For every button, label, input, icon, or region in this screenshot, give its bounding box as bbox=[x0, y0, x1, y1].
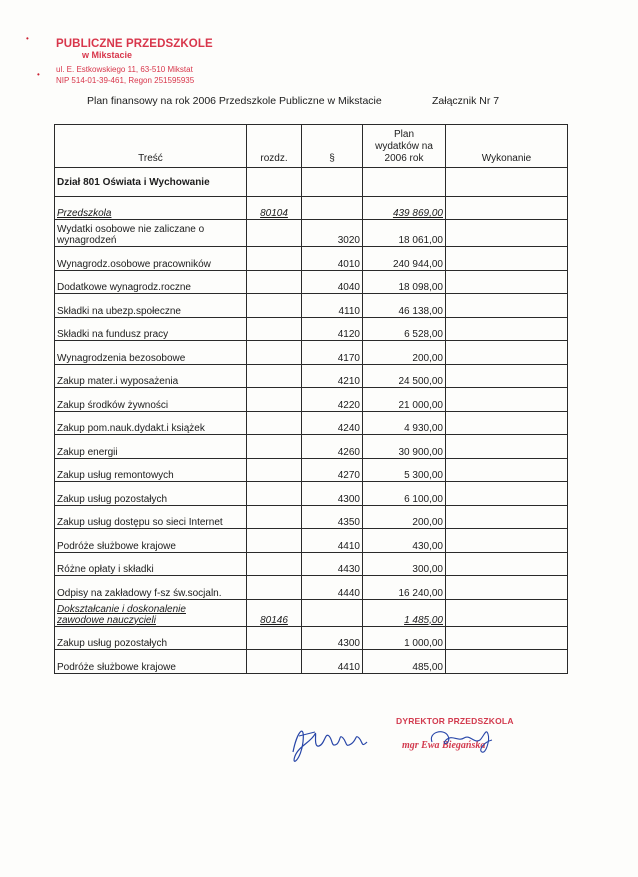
section-row bbox=[55, 168, 568, 197]
row-plan: 46 138,00 bbox=[363, 294, 446, 318]
row-plan: 18 098,00 bbox=[363, 270, 446, 294]
row-label: Odpisy na zakładowy f-sz św.socjaln. bbox=[55, 576, 247, 600]
subsection-row bbox=[55, 197, 568, 220]
header-paragraph: § bbox=[302, 125, 363, 168]
row-label: Podróże służbowe krajowe bbox=[55, 650, 247, 674]
row-label: Wynagrodzenia bezosobowe bbox=[55, 341, 247, 365]
row-plan: 300,00 bbox=[363, 552, 446, 576]
header-plan-line-1: Plan bbox=[393, 129, 414, 140]
subsection-row bbox=[55, 599, 568, 626]
table-row bbox=[55, 388, 568, 412]
row-plan: 430,00 bbox=[363, 529, 446, 553]
header-tresc: Treść bbox=[55, 125, 247, 168]
stamp-dot: • bbox=[37, 70, 40, 79]
subsection-rozdz: 80146 bbox=[247, 599, 302, 626]
table-header-row bbox=[55, 125, 568, 168]
header-plan-line-2: wydatków na bbox=[375, 141, 433, 152]
subsection-plan: 1 485,00 bbox=[363, 599, 446, 626]
row-label: Składki na fundusz pracy bbox=[55, 317, 247, 341]
table-row bbox=[55, 270, 568, 294]
row-paragraph: 4120 bbox=[302, 317, 363, 341]
row-label: Składki na ubezp.społeczne bbox=[55, 294, 247, 318]
table-row bbox=[55, 220, 568, 247]
subsection-label-line-2: zawodowe nauczycieli bbox=[57, 614, 156, 626]
row-plan: 6 528,00 bbox=[363, 317, 446, 341]
table-row bbox=[55, 458, 568, 482]
row-label: Zakup usług pozostałych bbox=[55, 482, 247, 506]
row-label: Zakup mater.i wyposażenia bbox=[55, 364, 247, 388]
row-label: Zakup pom.nauk.dydakt.i książek bbox=[55, 411, 247, 435]
row-label: Zakup środków żywności bbox=[55, 388, 247, 412]
table-row bbox=[55, 576, 568, 600]
row-paragraph: 4410 bbox=[302, 650, 363, 674]
table-row bbox=[55, 650, 568, 674]
header-plan-line-3: 2006 rok bbox=[384, 153, 424, 164]
row-paragraph: 4300 bbox=[302, 482, 363, 506]
row-plan: 200,00 bbox=[363, 341, 446, 365]
header-plan bbox=[363, 125, 446, 168]
row-paragraph: 4010 bbox=[302, 247, 363, 271]
row-paragraph: 4110 bbox=[302, 294, 363, 318]
director-name: mgr Ewa Biegańska bbox=[402, 740, 486, 751]
table-row bbox=[55, 364, 568, 388]
row-paragraph: 4260 bbox=[302, 435, 363, 459]
attachment-number: Załącznik Nr 7 bbox=[432, 95, 500, 107]
row-label: Podróże służbowe krajowe bbox=[55, 529, 247, 553]
row-paragraph: 4040 bbox=[302, 270, 363, 294]
row-paragraph: 4210 bbox=[302, 364, 363, 388]
row-paragraph: 4220 bbox=[302, 388, 363, 412]
row-paragraph: 4300 bbox=[302, 626, 363, 650]
row-plan: 21 000,00 bbox=[363, 388, 446, 412]
table-row bbox=[55, 411, 568, 435]
row-label: Różne opłaty i składki bbox=[55, 552, 247, 576]
stamp-line-3: ul. E. Estkowskiego 11, 63-510 Mikstat bbox=[56, 65, 193, 74]
row-plan: 30 900,00 bbox=[363, 435, 446, 459]
table-row bbox=[55, 317, 568, 341]
document-title: Plan finansowy na rok 2006 Przedszkole Publiczne w Mikstacie bbox=[87, 95, 382, 107]
row-label: Wynagrodz.osobowe pracowników bbox=[55, 247, 247, 271]
row-paragraph: 4350 bbox=[302, 505, 363, 529]
table-row bbox=[55, 294, 568, 318]
row-paragraph: 3020 bbox=[302, 220, 363, 247]
row-paragraph: 4240 bbox=[302, 411, 363, 435]
director-stamp bbox=[396, 716, 514, 751]
row-label: Zakup energii bbox=[55, 435, 247, 459]
table-row bbox=[55, 482, 568, 506]
financial-plan-table bbox=[54, 124, 568, 674]
stamp-line-2: w Mikstacie bbox=[82, 50, 133, 60]
row-plan: 5 300,00 bbox=[363, 458, 446, 482]
row-plan: 1 000,00 bbox=[363, 626, 446, 650]
table-row bbox=[55, 247, 568, 271]
row-paragraph: 4440 bbox=[302, 576, 363, 600]
row-label-line-2: wynagrodzeń bbox=[57, 235, 117, 246]
row-plan: 18 061,00 bbox=[363, 220, 446, 247]
table-row bbox=[55, 341, 568, 365]
row-plan: 24 500,00 bbox=[363, 364, 446, 388]
subsection-label: Przedszkola bbox=[55, 197, 247, 220]
stamp-line-4: NIP 514-01-39-461, Regon 251595935 bbox=[56, 76, 195, 85]
row-plan: 485,00 bbox=[363, 650, 446, 674]
subsection-label-line-1: Dokształcanie i doskonalenie bbox=[57, 603, 186, 615]
row-label: Zakup usług dostępu so sieci Internet bbox=[55, 505, 247, 529]
header-wykonanie: Wykonanie bbox=[446, 125, 568, 168]
director-title: DYREKTOR PRZEDSZKOLA bbox=[396, 716, 514, 726]
row-label bbox=[55, 220, 247, 247]
row-label: Zakup usług pozostałych bbox=[55, 626, 247, 650]
table-row bbox=[55, 552, 568, 576]
director-signature bbox=[426, 724, 506, 756]
row-label: Zakup usług remontowych bbox=[55, 458, 247, 482]
signature-scribble bbox=[285, 712, 375, 772]
header-rozdz: rozdz. bbox=[247, 125, 302, 168]
table-row bbox=[55, 626, 568, 650]
row-plan: 240 944,00 bbox=[363, 247, 446, 271]
stamp-dot: • bbox=[26, 34, 29, 43]
row-plan: 4 930,00 bbox=[363, 411, 446, 435]
row-paragraph: 4430 bbox=[302, 552, 363, 576]
table-row bbox=[55, 529, 568, 553]
subsection-rozdz: 80104 bbox=[247, 197, 302, 220]
subsection-label bbox=[55, 599, 247, 626]
row-plan: 6 100,00 bbox=[363, 482, 446, 506]
row-plan: 16 240,00 bbox=[363, 576, 446, 600]
subsection-plan: 439 869,00 bbox=[363, 197, 446, 220]
row-label-line-1: Wydatki osobowe nie zaliczane o bbox=[57, 224, 205, 235]
row-paragraph: 4270 bbox=[302, 458, 363, 482]
handwritten-signature-left bbox=[285, 712, 375, 777]
institution-stamp bbox=[56, 38, 213, 85]
row-paragraph: 4410 bbox=[302, 529, 363, 553]
row-paragraph: 4170 bbox=[302, 341, 363, 365]
row-label: Dodatkowe wynagrodz.roczne bbox=[55, 270, 247, 294]
section-label: Dział 801 Oświata i Wychowanie bbox=[55, 168, 247, 197]
table-row bbox=[55, 435, 568, 459]
table-row bbox=[55, 505, 568, 529]
stamp-line-1: PUBLICZNE PRZEDSZKOLE bbox=[56, 38, 213, 50]
row-plan: 200,00 bbox=[363, 505, 446, 529]
